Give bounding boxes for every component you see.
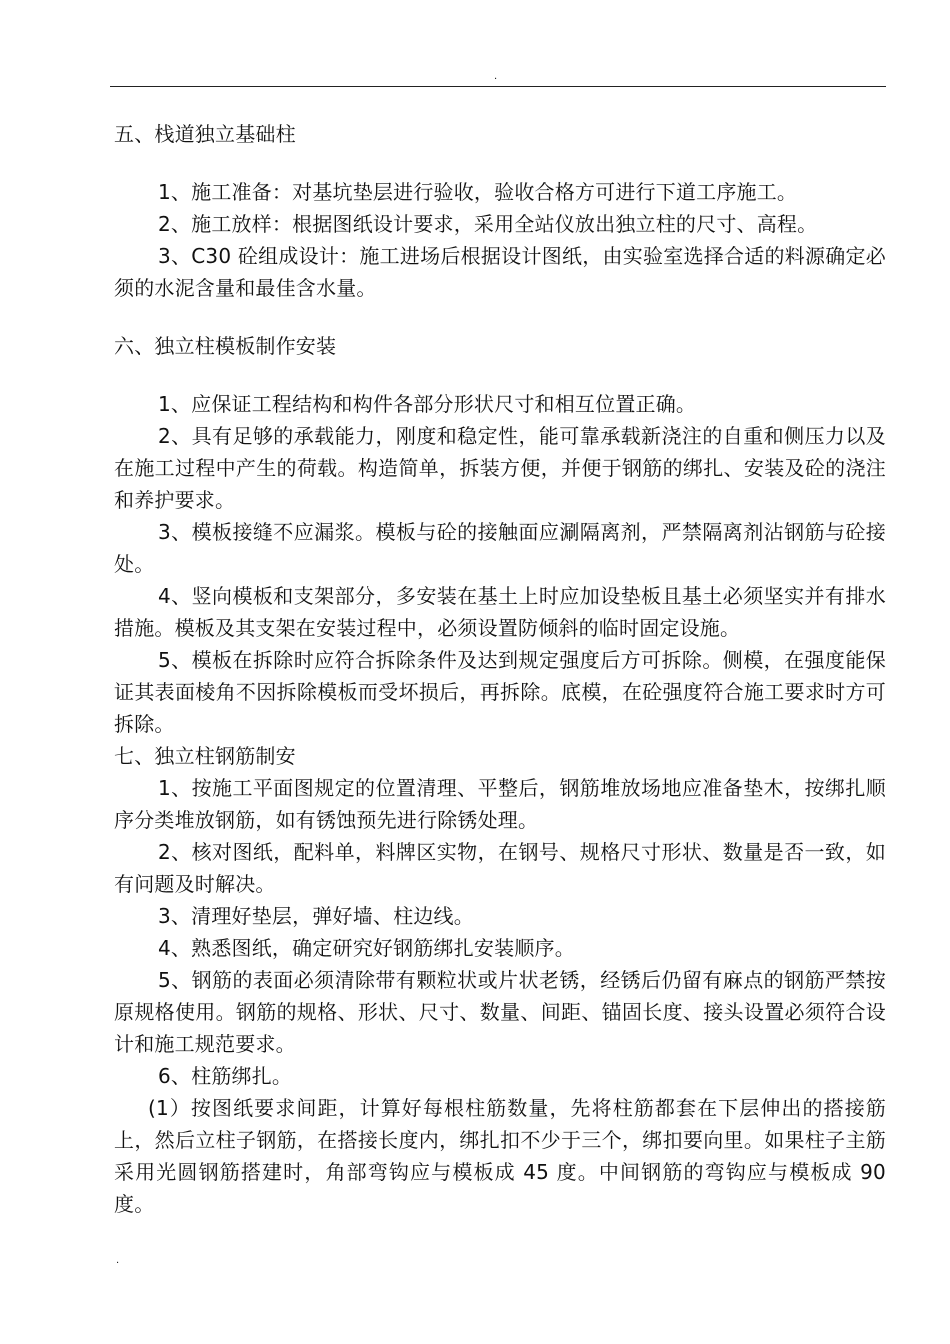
paragraph: 2、具有足够的承载能力，刚度和稳定性，能可靠承载新浇注的自重和侧压力以及在施工过程中产生的荷载。构造简单，拆装方便，并便于钢筋的绑扎、安装及砼的浇注和养护要求。	[114, 424, 886, 512]
section-heading-7: 七、独立柱钢筋制安	[114, 744, 296, 768]
section-heading-6: 六、独立柱模板制作安装	[114, 334, 337, 358]
section-gap	[114, 304, 886, 330]
paragraph: 2、施工放样：根据图纸设计要求，采用全站仪放出独立柱的尺寸、高程。	[158, 212, 818, 236]
paragraph: 3、清理好垫层，弹好墙、柱边线。	[158, 904, 474, 928]
section-heading-5: 五、栈道独立基础柱	[114, 122, 296, 146]
header-rule	[110, 86, 886, 87]
paragraph: 3、C30 砼组成设计：施工进场后根据设计图纸，由实验室选择合适的料源确定必须的水泥含量和最佳含水量。	[114, 244, 886, 300]
paragraph: 1、应保证工程结构和构件各部分形状尺寸和相互位置正确。	[158, 392, 697, 416]
paragraph: 1、按施工平面图规定的位置清理、平整后，钢筋堆放场地应准备垫木，按绑扎顺序分类堆放钢筋，如有锈蚀预先进行除锈处理。	[114, 776, 886, 832]
footer-mark: .	[116, 1255, 120, 1266]
paragraph: 5、模板在拆除时应符合拆除条件及达到规定强度后方可拆除。侧模，在强度能保证其表面棱角不因拆除模板而受坏损后，再拆除。底模，在砼强度符合施工要求时方可拆除。	[114, 648, 886, 736]
paragraph: 4、熟悉图纸，确定研究好钢筋绑扎安装顺序。	[158, 936, 575, 960]
section-gap	[114, 362, 886, 388]
document-body	[114, 118, 886, 1220]
paragraph: 3、模板接缝不应漏浆。模板与砼的接触面应涮隔离剂，严禁隔离剂沾钢筋与砼接处。	[114, 520, 886, 576]
paragraph: 6、柱筋绑扎。	[158, 1064, 293, 1088]
paragraph: 2、核对图纸，配料单，料牌区实物，在钢号、规格尺寸形状、数量是否一致，如有问题及时解决。	[114, 840, 886, 896]
paragraph: 1、施工准备：对基坑垫层进行验收，验收合格方可进行下道工序施工。	[158, 180, 798, 204]
header-mark: .	[494, 71, 498, 82]
paragraph: 4、竖向模板和支架部分，多安装在基土上时应加设垫板且基土必须坚实并有排水措施。模板及其支架在安装过程中，必须设置防倾斜的临时固定设施。	[114, 584, 886, 640]
paragraph: 5、钢筋的表面必须清除带有颗粒状或片状老锈，经锈后仍留有麻点的钢筋严禁按原规格使用。钢筋的规格、形状、尺寸、数量、间距、锚固长度、接头设置必须符合设计和施工规范要求。	[114, 968, 886, 1056]
section-gap	[114, 150, 886, 176]
paragraph: (1）按图纸要求间距，计算好每根柱筋数量，先将柱筋都套在下层伸出的搭接筋上，然后立柱子钢筋，在搭接长度内，绑扎扣不少于三个，绑扣要向里。如果柱子主筋采用光圆钢筋搭建时，角部弯钩应与模板成 45 度。中间钢筋的弯钩应与模板成 90 度。	[114, 1096, 886, 1216]
